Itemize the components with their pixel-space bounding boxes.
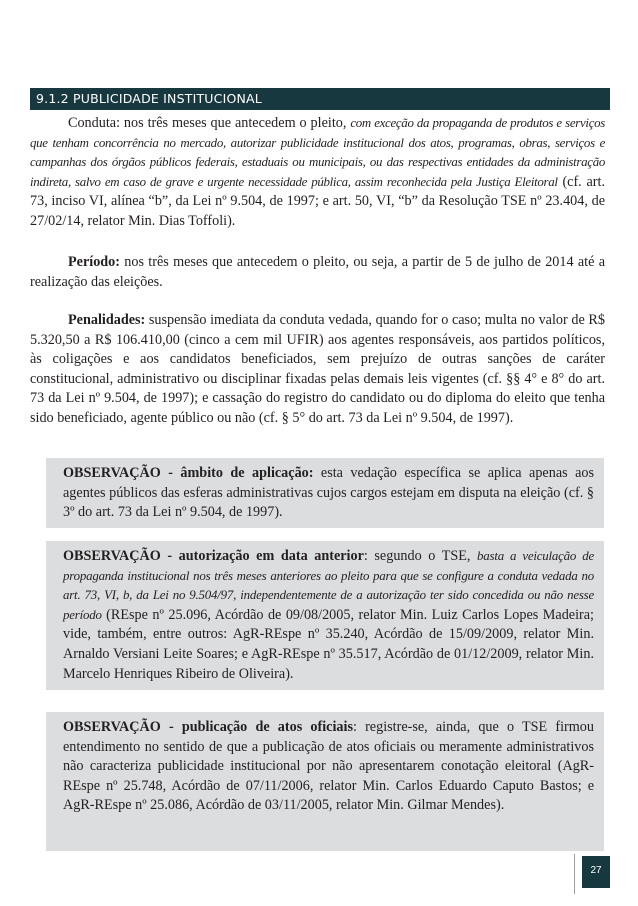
periodo-paragraph [30,253,605,292]
page-number-divider [574,854,575,894]
obs3-text: : registre-se, ainda, que o TSE firmou entendimento no sentido de que a publicação de atos oficiais ou meramente administrativos não caracteriza publicidade institucional por não apresentarem conotação eleitoral (AgR-REspe nº 25.748, Acórdão de 07/11/2006, relator Min. Carlos Eduardo Caputo Bastos; e AgR-REspe nº 25.086, Acórdão de 03/11/2005, relator Min. Gilmar Mendes). [63,719,594,814]
periodo-text: nos três meses que antecedem o pleito, ou seja, a partir de 5 de julho de 2014 até a realização das eleições. [30,254,605,290]
periodo-label: Período: [68,254,121,270]
conduta-paragraph [30,114,605,232]
observation-box-scope [46,458,604,528]
conduta-tail: (cf. art. 73, inciso VI, alínea “b”, da Lei nº 9.504, de 1997; e art. 50, VI, “b” da Resolução TSE nº 23.404, de 27/02/14, relator Min. Dias Toffoli). [30,173,605,229]
penalidades-text: suspensão imediata da conduta vedada, quando for o caso; multa no valor de R$ 5.320,50 a R$ 106.410,00 (cinco a cem mil UFIR) aos agentes responsáveis, aos partidos políticos, às coligações e aos candidatos beneficiados, sem prejuízo de outras sanções de caráter constitucional, administrativo ou disciplinar fixadas pelas demais leis vigentes (cf. §§ 4° e 8° do art. 73 da Lei nº 9.504, de 1997); e cassação do registro do candidato ou do diploma do eleito que tenha sido beneficiado, agente público ou não (cf. § 5° do art. 73 da Lei nº 9.504, de 1997). [30,312,605,426]
section-title: 9.1.2 PUBLICIDADE INSTITUCIONAL [36,91,262,106]
obs1-text: esta vedação específica se aplica apenas aos agentes públicos das esferas administrativas cujos cargos estejam em disputa na eleição (cf. § 3º do art. 73 da Lei nº 9.504, de 1997). [63,465,594,521]
observation-box-authorization [46,541,604,690]
page-number: 27 [582,856,610,888]
penalidades-label: Penalidades: [68,312,146,328]
conduta-italic: com exceção da propaganda de produtos e serviços que tenham concorrência no mercado, autorizar publicidade institucional dos atos, programas, obras, serviços e campanhas dos órgãos públicos federais, estaduais ou municipais, ou das respectivas entidades da administração indireta, salvo em caso de grave e urgente necessidade pública, assim reconhecida pela Justiça Eleitoral [30,116,605,189]
observation-box-official-acts [46,712,604,851]
obs3-label: OBSERVAÇÃO - publicação de atos oficiais [63,719,353,735]
conduta-lead: Conduta: nos três meses que antecedem o pleito, [68,115,351,131]
obs2-italic: basta a veiculação de propaganda institucional nos três meses anteriores ao pleito para que se configure a conduta vedada no art. 73, VI, b, da Lei no 9.504/97, independentemente de a autorização ter sido concedida ou não nesse período [63,549,594,622]
obs2-tail: (REspe nº 25.096, Acórdão de 09/08/2005, relator Min. Luiz Carlos Lopes Madeira; vide, também, entre outros: AgR-REspe nº 35.240, Acórdão de 15/09/2009, relator Min. Arnaldo Versiani Leite Soares; e AgR-REspe nº 35.517, Acórdão de 01/12/2009, relator Min. Marcelo Henriques Ribeiro de Oliveira). [63,606,594,682]
obs2-lead: : segundo o TSE, [363,548,478,564]
obs2-label: OBSERVAÇÃO - autorização em data anterior [63,548,364,564]
penalidades-paragraph [30,311,605,429]
obs1-label: OBSERVAÇÃO - âmbito de aplicação: [63,465,314,481]
